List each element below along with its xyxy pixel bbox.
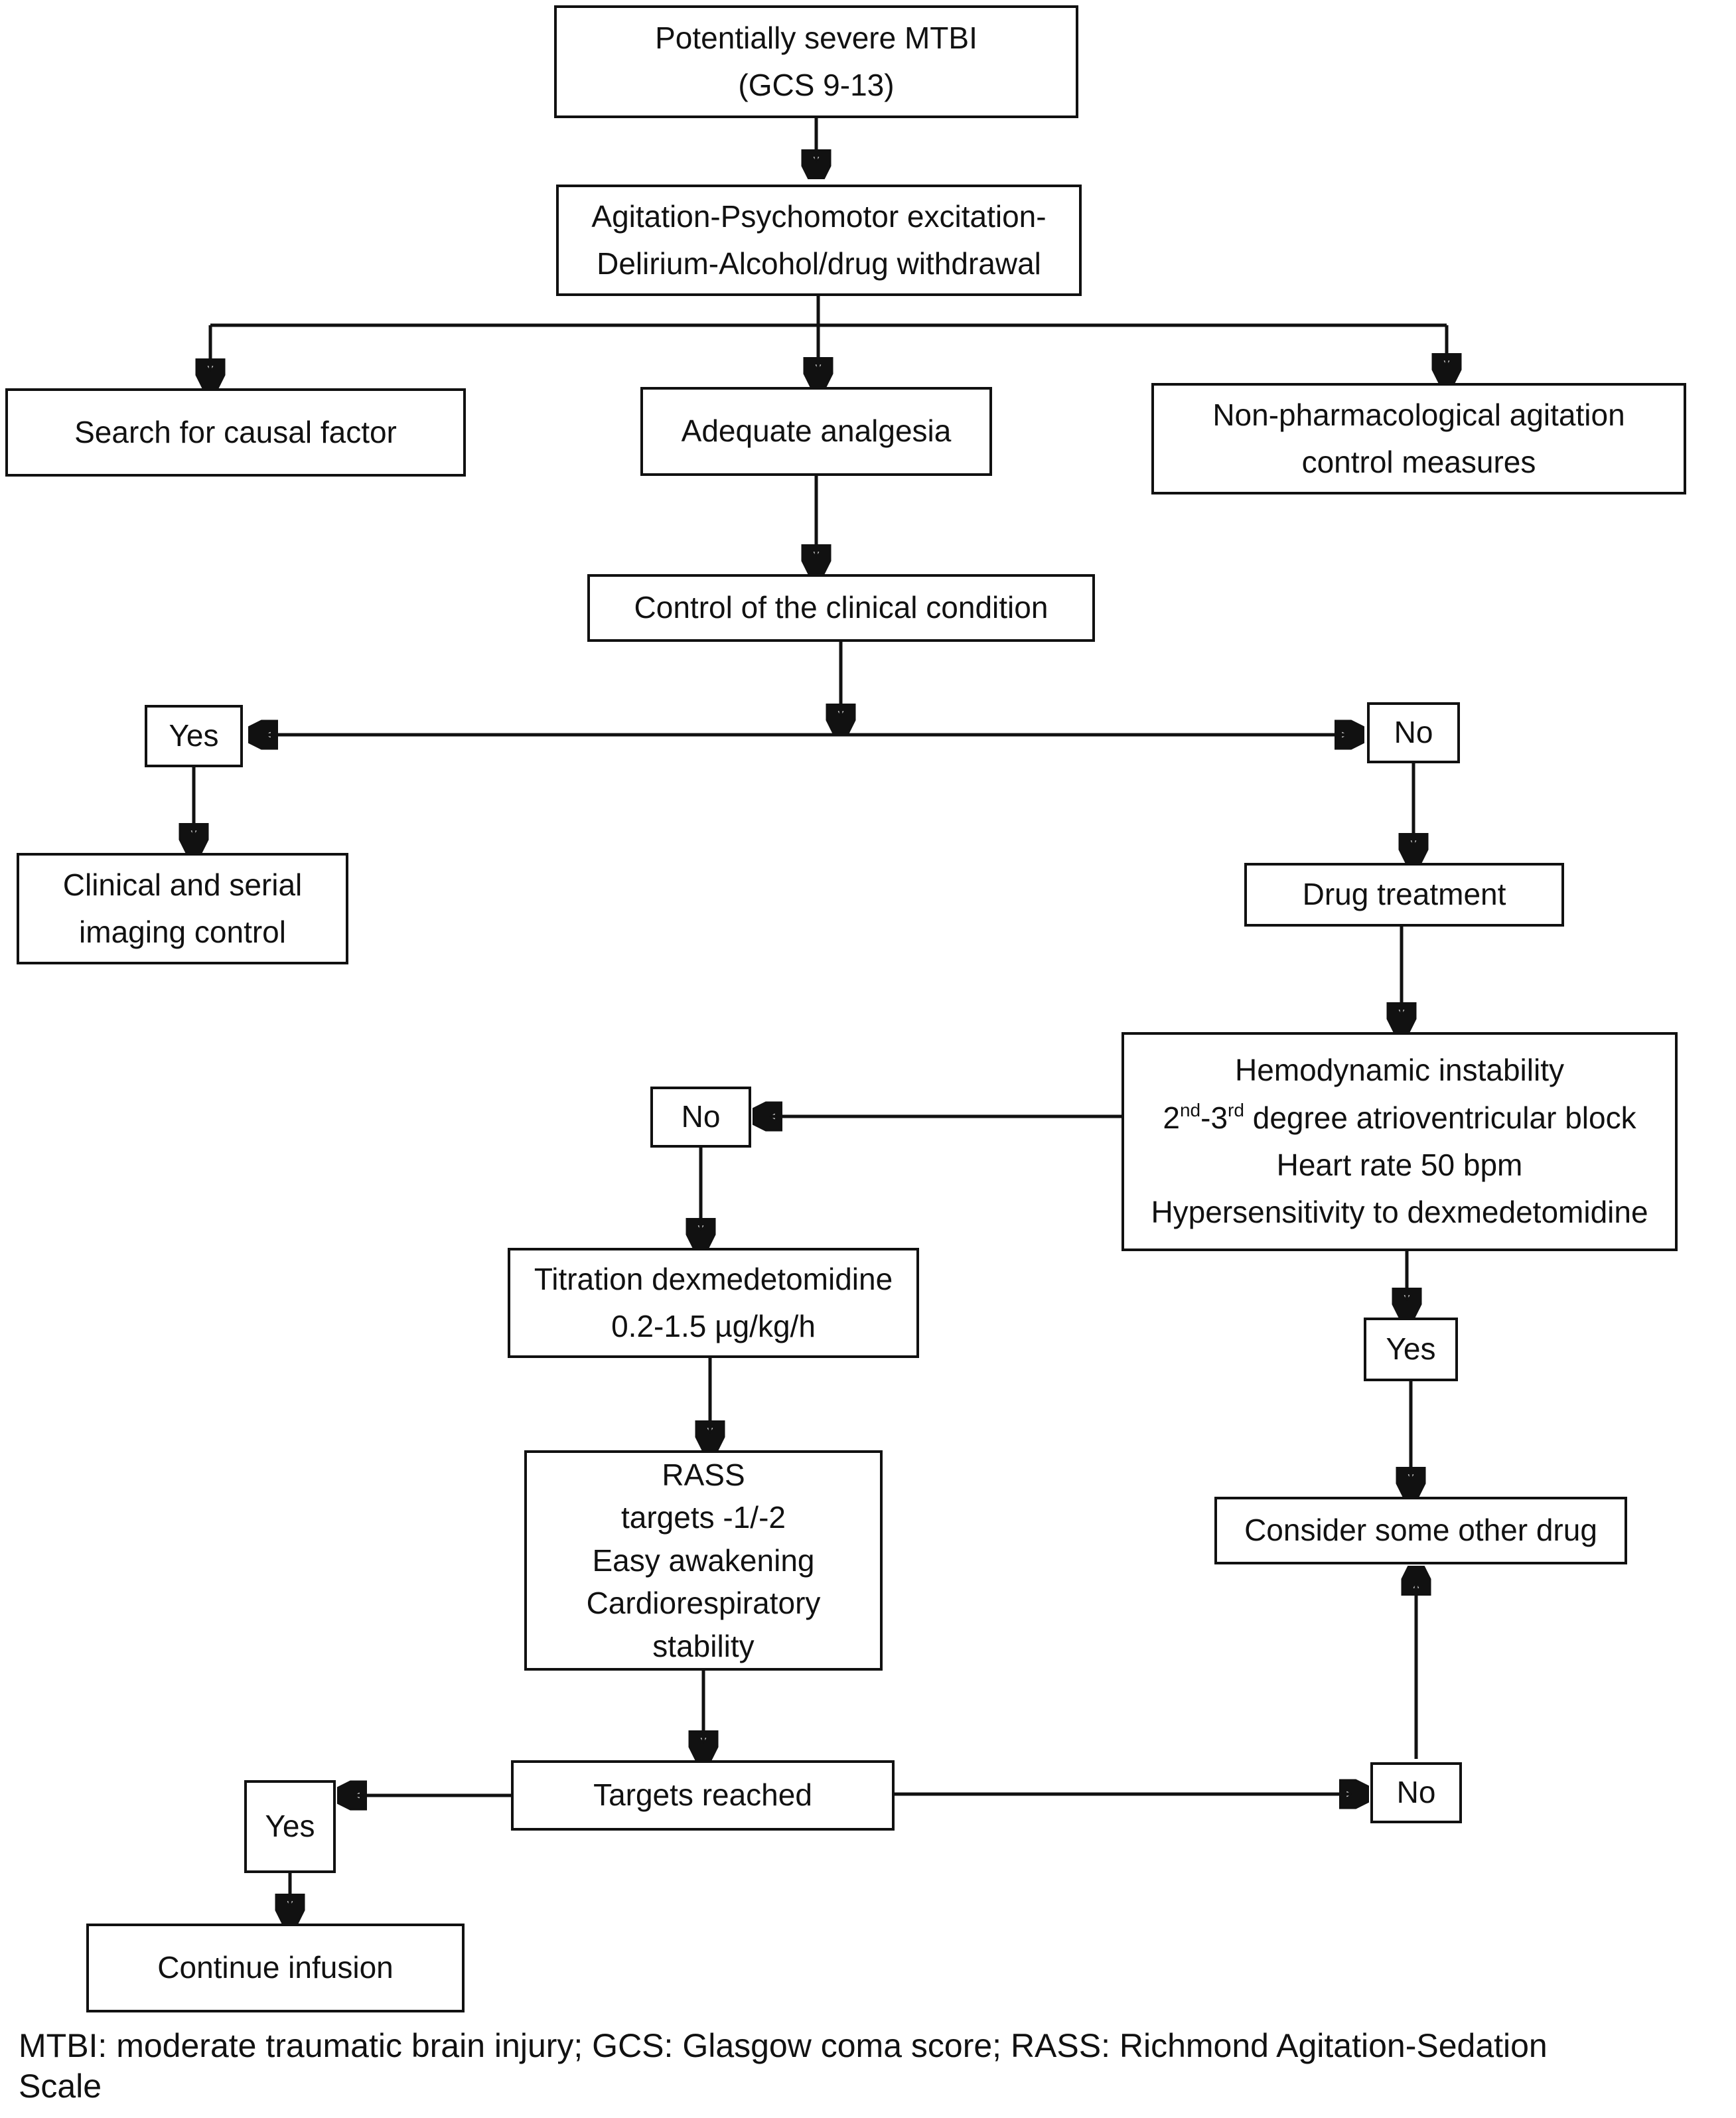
- node-yes-clinical-control: [145, 705, 243, 767]
- node-line: Control of the clinical condition: [634, 590, 1049, 625]
- node-yes-targets-reached: [244, 1780, 336, 1873]
- node-line: Yes: [1386, 1331, 1436, 1367]
- node-non-pharmacological-measures: [1151, 383, 1686, 494]
- node-line: 0.2-1.5 µg/kg/h: [611, 1309, 816, 1343]
- node-line: Potentially severe MTBI: [655, 20, 977, 55]
- node-line: 2nd-3rd degree atrioventricular block: [1163, 1099, 1636, 1135]
- node-line: Drug treatment: [1302, 877, 1506, 912]
- footer-line-2: Scale: [19, 2068, 102, 2105]
- node-contraindications: [1121, 1032, 1678, 1251]
- node-no-targets-reached: [1370, 1762, 1462, 1823]
- node-line: Heart rate 50 bpm: [1276, 1148, 1523, 1182]
- node-search-causal-factor: [5, 388, 466, 477]
- node-line: imaging control: [79, 915, 286, 949]
- node-yes-contraindications: [1364, 1318, 1458, 1381]
- superscript-nd: nd: [1179, 1099, 1201, 1120]
- node-line: Yes: [169, 718, 219, 753]
- node-consider-other-drug: [1214, 1497, 1627, 1564]
- node-line: Cardiorespiratory: [586, 1586, 821, 1621]
- node-line: Consider some other drug: [1244, 1513, 1597, 1548]
- node-line: Delirium-Alcohol/drug withdrawal: [597, 246, 1041, 281]
- node-line: Search for causal factor: [74, 414, 397, 449]
- node-targets-reached: [511, 1760, 895, 1831]
- node-line: Hemodynamic instability: [1235, 1053, 1564, 1088]
- superscript-rd: rd: [1228, 1099, 1244, 1120]
- node-no-clinical-control: [1367, 702, 1460, 763]
- node-drug-treatment: [1244, 863, 1564, 927]
- node-line: No: [1396, 1775, 1436, 1810]
- node-line: targets -1/-2: [621, 1500, 786, 1535]
- node-agitation-delirium: [556, 185, 1082, 296]
- node-continue-infusion: [86, 1924, 465, 2012]
- node-line: stability: [652, 1628, 755, 1663]
- node-line: Easy awakening: [592, 1543, 815, 1578]
- node-line: Agitation-Psychomotor excitation-: [591, 198, 1047, 234]
- node-no-contraindications: [650, 1087, 751, 1148]
- node-line: Clinical and serial: [62, 867, 303, 902]
- node-line: (GCS 9-13): [738, 68, 895, 102]
- node-line: Hypersensitivity to dexmedetomidine: [1151, 1195, 1648, 1230]
- node-adequate-analgesia: [640, 387, 992, 476]
- node-line: No: [681, 1099, 721, 1134]
- node-clinical-serial-imaging: [17, 853, 348, 964]
- node-line: control measures: [1301, 445, 1536, 479]
- node-titration-dexmedetomidine: [508, 1248, 919, 1358]
- node-rass-targets: [524, 1450, 883, 1671]
- node-potentially-severe-mtbi: [554, 5, 1078, 118]
- node-line: RASS: [662, 1458, 745, 1493]
- node-control-clinical-condition: [587, 574, 1095, 642]
- footer-line-1: MTBI: moderate traumatic brain injury; GCS: Glasgow coma score; RASS: Richmond Agitation-Sedation: [19, 2027, 1548, 2064]
- node-line: Non-pharmacological agitation: [1212, 397, 1625, 432]
- node-line: Targets reached: [593, 1778, 812, 1813]
- node-line: No: [1394, 715, 1433, 750]
- node-line: Continue infusion: [157, 1950, 394, 1985]
- footer-abbreviations: [19, 2026, 1731, 2107]
- node-line: Titration dexmedetomidine: [534, 1261, 893, 1296]
- node-line: Adequate analgesia: [681, 414, 952, 449]
- node-line: Yes: [265, 1809, 315, 1844]
